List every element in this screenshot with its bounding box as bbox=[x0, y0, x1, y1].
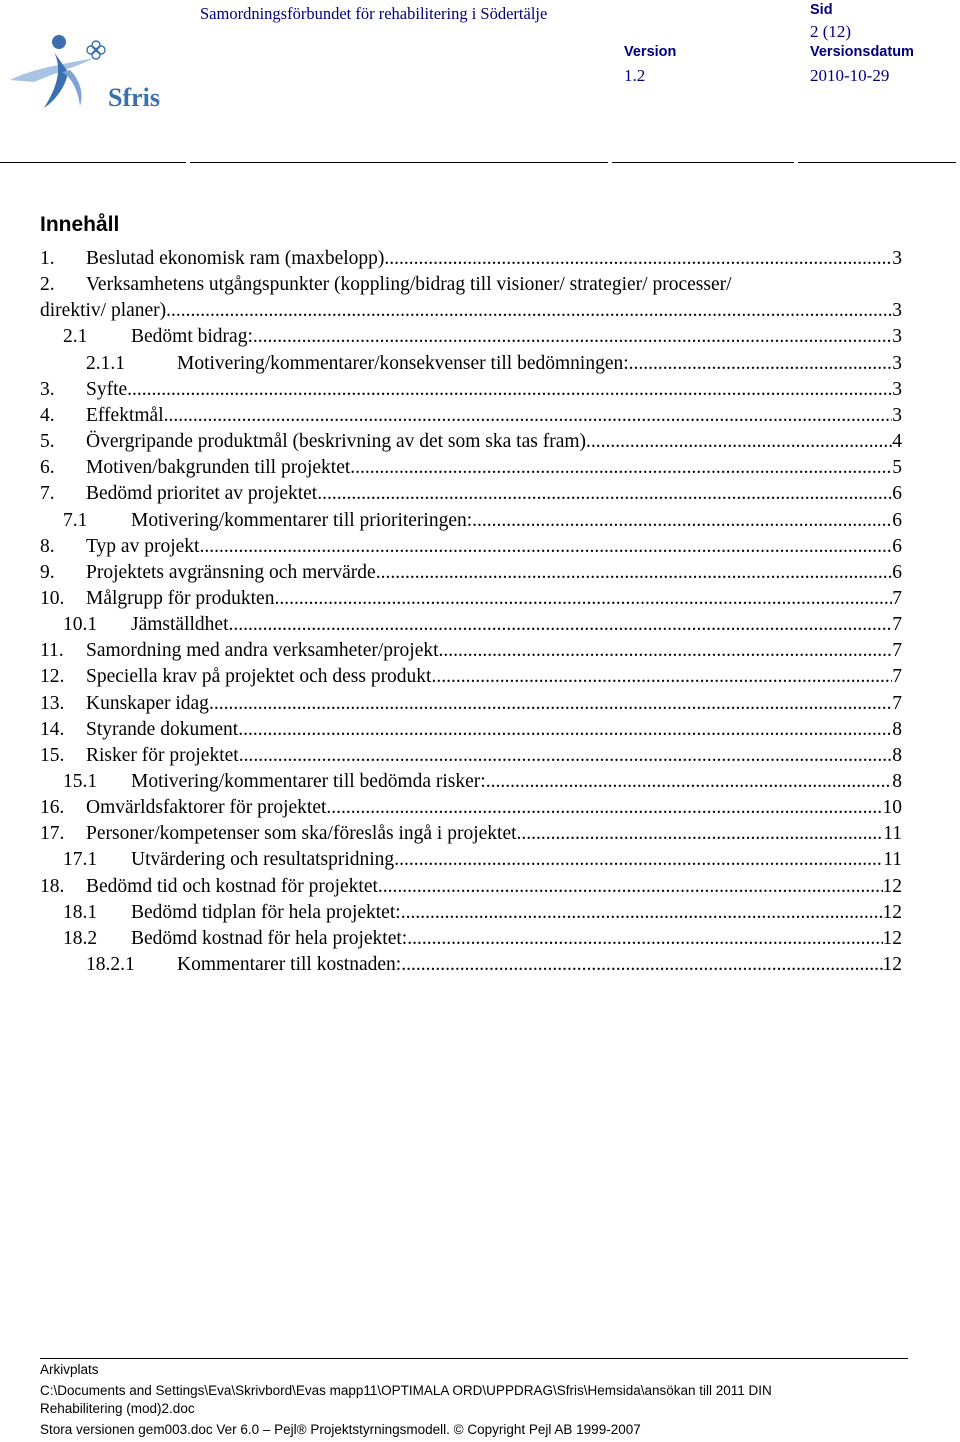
toc-entry[interactable] bbox=[40, 717, 902, 743]
toc-entry[interactable] bbox=[63, 900, 902, 926]
toc-entry[interactable] bbox=[40, 534, 902, 560]
toc-leader-dots bbox=[274, 586, 892, 612]
toc-entry-title: Bedömd tid och kostnad för projektet bbox=[86, 875, 378, 897]
toc-entry-number: 6. bbox=[40, 457, 55, 479]
toc-leader-dots bbox=[209, 691, 892, 717]
copyright-notice: Stora versionen gem003.doc Ver 6.0 – Pejl® Projektstyrningsmodell. © Copyright Pejl AB 1999-2007 bbox=[40, 1422, 641, 1437]
toc-entry[interactable] bbox=[40, 272, 902, 298]
toc-entry-number: 4. bbox=[40, 404, 55, 426]
toc-entry-number: 18.2 bbox=[63, 927, 98, 949]
toc-page-number: 7 bbox=[892, 587, 902, 609]
header-rule bbox=[612, 162, 794, 163]
toc-entry[interactable] bbox=[63, 847, 902, 873]
toc-page-number: 12 bbox=[882, 954, 902, 976]
toc-leader-dots bbox=[629, 351, 893, 377]
toc-entry-number: 15. bbox=[40, 744, 65, 766]
page-number: 2 (12) bbox=[810, 22, 852, 41]
toc-leader-dots bbox=[517, 821, 884, 847]
toc-entry-title: Personer/kompetenser som ska/föreslås ingå i projektet bbox=[86, 823, 517, 845]
toc-page-number: 11 bbox=[883, 823, 902, 845]
toc-leader-dots bbox=[486, 769, 893, 795]
toc-entry[interactable] bbox=[40, 743, 902, 769]
archive-path-continued: Rehabilitering (mod)2.doc bbox=[40, 1401, 195, 1416]
toc-entry-number: 13. bbox=[40, 692, 65, 714]
toc-entry-number: 17. bbox=[40, 823, 65, 845]
toc-page-number: 11 bbox=[883, 849, 902, 871]
toc-entry-number: 2.1 bbox=[63, 326, 88, 348]
sfris-logo bbox=[4, 28, 164, 120]
toc-leader-dots bbox=[407, 926, 882, 952]
toc-entry-title: Effektmål bbox=[86, 404, 164, 426]
toc-entry-number: 5. bbox=[40, 431, 55, 453]
version-date-label: Versionsdatum bbox=[810, 44, 914, 60]
toc-entry-number: 1. bbox=[40, 248, 55, 269]
toc-leader-dots bbox=[350, 455, 892, 481]
toc-entry-number: 18.1 bbox=[63, 901, 98, 923]
toc-page-number: 6 bbox=[892, 535, 902, 557]
toc-leader-dots bbox=[439, 638, 893, 664]
toc-page-number: 6 bbox=[892, 561, 902, 583]
toc-entry-title: Bedömd tidplan för hela projektet: bbox=[131, 901, 401, 923]
toc-title: Innehåll bbox=[40, 213, 120, 236]
toc-page-number: 8 bbox=[892, 744, 902, 766]
toc-page-number: 3 bbox=[892, 378, 902, 400]
toc-entry[interactable] bbox=[40, 455, 902, 481]
toc-leader-dots bbox=[376, 560, 893, 586]
toc-entry-title: Typ av projekt bbox=[86, 535, 200, 557]
toc-leader-dots bbox=[586, 429, 892, 455]
toc-entry-title: Bedömt bidrag: bbox=[131, 326, 253, 348]
toc-leader-dots bbox=[239, 743, 893, 769]
toc-leader-dots bbox=[378, 874, 883, 900]
toc-entry[interactable] bbox=[40, 560, 902, 586]
toc-entry[interactable] bbox=[40, 638, 902, 664]
toc-page-number: 3 bbox=[892, 404, 902, 426]
footer-rule bbox=[40, 1358, 908, 1359]
toc-leader-dots bbox=[326, 795, 882, 821]
toc-entry[interactable] bbox=[63, 926, 902, 952]
toc-leader-dots bbox=[317, 481, 892, 507]
toc-page-number: 3 bbox=[892, 248, 902, 269]
toc-entry[interactable] bbox=[40, 691, 902, 717]
toc-entry-number: 12. bbox=[40, 666, 65, 688]
toc-page-number: 3 bbox=[892, 300, 902, 322]
archive-label: Arkivplats bbox=[40, 1362, 99, 1377]
toc-entry[interactable] bbox=[40, 821, 902, 847]
toc-page-number: 7 bbox=[892, 640, 902, 662]
toc-page-number: 12 bbox=[882, 901, 902, 923]
page-label: Sid bbox=[810, 2, 833, 18]
toc-entry[interactable] bbox=[40, 586, 902, 612]
toc-entry-title: Projektets avgränsning och mervärde bbox=[86, 561, 376, 583]
toc-entry-title: Syfte bbox=[86, 378, 128, 400]
toc-entry-title: Jämställdhet bbox=[131, 614, 229, 636]
toc-page-number: 8 bbox=[892, 771, 902, 792]
toc-entry[interactable] bbox=[40, 429, 902, 455]
toc-entry-title: Övergripande produktmål (beskrivning av det som ska tas fram) bbox=[86, 431, 587, 453]
toc-entry[interactable] bbox=[40, 246, 902, 272]
toc-leader-dots bbox=[253, 324, 892, 350]
toc-page-number: 10 bbox=[882, 797, 902, 819]
toc-entry-number: 17.1 bbox=[63, 849, 98, 871]
toc-page-number: 7 bbox=[892, 666, 902, 688]
archive-path: C:\Documents and Settings\Eva\Skrivbord\Evas mapp11\OPTIMALA ORD\UPPDRAG\Sfris\Hemsida\ansökan till 2011 DIN bbox=[40, 1383, 772, 1398]
toc-entry-title: Beslutad ekonomisk ram (maxbelopp) bbox=[86, 248, 385, 269]
toc-entry-number: 14. bbox=[40, 718, 65, 740]
toc-entry[interactable] bbox=[63, 324, 902, 350]
toc-page-number: 3 bbox=[892, 326, 902, 348]
svg-text:Sfris: Sfris bbox=[108, 83, 160, 112]
header-rule bbox=[190, 162, 608, 163]
toc-page-number: 6 bbox=[892, 509, 902, 531]
toc-leader-dots bbox=[394, 847, 883, 873]
toc-entry-number: 11. bbox=[40, 640, 64, 662]
toc-entry-title: Motivering/kommentarer till prioriteringen: bbox=[131, 509, 473, 531]
toc-page-number: 12 bbox=[882, 927, 902, 949]
toc-leader-dots bbox=[164, 403, 893, 429]
toc-entry-number: 18. bbox=[40, 875, 65, 897]
toc-entry[interactable] bbox=[63, 508, 902, 534]
toc-entry[interactable] bbox=[86, 351, 902, 377]
toc-leader-dots bbox=[228, 612, 892, 638]
toc-page-number: 3 bbox=[892, 352, 902, 374]
toc-entry[interactable] bbox=[40, 403, 902, 429]
toc-entry-title: Bedömd prioritet av projektet bbox=[86, 483, 318, 505]
toc-leader-dots bbox=[401, 900, 883, 926]
toc-leader-dots bbox=[199, 534, 892, 560]
toc-leader-dots bbox=[384, 246, 892, 272]
toc-entry-number: 15.1 bbox=[63, 771, 98, 792]
header-rule bbox=[0, 162, 186, 163]
toc-entry-number: 3. bbox=[40, 378, 55, 400]
toc-leader-dots bbox=[127, 377, 892, 403]
toc-entry-title: Kunskaper idag bbox=[86, 692, 209, 714]
toc-entry-title: Motivering/kommentarer/konsekvenser till bedömningen: bbox=[177, 352, 629, 374]
toc-page-number: 12 bbox=[882, 875, 902, 897]
toc-entry[interactable] bbox=[40, 664, 902, 690]
version-value: 1.2 bbox=[624, 66, 646, 85]
toc-entry-number: 9. bbox=[40, 561, 55, 583]
toc-entry-title: Risker för projektet bbox=[86, 744, 239, 766]
toc-leader-dots bbox=[238, 717, 892, 743]
toc-entry-continuation[interactable] bbox=[40, 298, 902, 324]
toc-entry-number: 16. bbox=[40, 797, 65, 819]
toc-page-number: 8 bbox=[892, 718, 902, 740]
toc-page-number: 5 bbox=[892, 457, 902, 479]
toc-entry[interactable] bbox=[63, 612, 902, 638]
toc-entry-number: 7.1 bbox=[63, 509, 88, 531]
version-date-value: 2010-10-29 bbox=[810, 66, 890, 85]
toc-entry-title: Utvärdering och resultatspridning bbox=[131, 849, 395, 871]
toc-entry[interactable] bbox=[86, 952, 902, 978]
toc-entry-title: Verksamhetens utgångspunkter (koppling/bidrag till visioner/ strategier/ processer/ bbox=[86, 274, 732, 296]
toc-entry-title: Speciella krav på projektet och dess produkt bbox=[86, 666, 432, 688]
toc-leader-dots bbox=[166, 298, 892, 324]
toc-entry-title: Målgrupp för produkten bbox=[86, 587, 275, 609]
toc-entry-title: Motivering/kommentarer till bedömda risker: bbox=[131, 771, 486, 792]
toc-entry[interactable] bbox=[63, 769, 902, 795]
toc-entry-number: 10. bbox=[40, 587, 65, 609]
toc-entry[interactable] bbox=[40, 481, 902, 507]
toc-leader-dots bbox=[401, 952, 882, 978]
toc-entry-number: 2.1.1 bbox=[86, 352, 125, 374]
header-rule bbox=[798, 162, 956, 163]
toc-entry-number: 7. bbox=[40, 483, 55, 505]
toc-entry[interactable] bbox=[40, 795, 902, 821]
toc-entry-title: Styrande dokument bbox=[86, 718, 239, 740]
toc-page-number: 6 bbox=[892, 483, 902, 505]
organization-name: Samordningsförbundet för rehabilitering i Södertälje bbox=[200, 4, 548, 23]
toc-entry-title: Kommentarer till kostnaden: bbox=[177, 954, 402, 976]
toc-leader-dots bbox=[472, 508, 892, 534]
toc-page-number: 4 bbox=[892, 431, 902, 453]
toc-entry-title: Bedömd kostnad för hela projektet: bbox=[131, 927, 408, 949]
toc-entry-number: 18.2.1 bbox=[86, 954, 135, 976]
toc-leader-dots bbox=[431, 664, 892, 690]
toc-page-number: 7 bbox=[892, 614, 902, 636]
toc-entry-title: direktiv/ planer) bbox=[40, 300, 167, 322]
toc-entry[interactable] bbox=[40, 874, 902, 900]
toc-entry-number: 2. bbox=[40, 274, 55, 296]
toc-entry-number: 8. bbox=[40, 535, 55, 557]
version-label: Version bbox=[624, 44, 677, 60]
toc-entry-number: 10.1 bbox=[63, 614, 98, 636]
toc-page-number: 7 bbox=[892, 692, 902, 714]
toc-entry-title: Omvärldsfaktorer för projektet bbox=[86, 797, 327, 819]
toc-entry-title: Motiven/bakgrunden till projektet bbox=[86, 457, 351, 479]
toc-entry[interactable] bbox=[40, 377, 902, 403]
toc-entry-title: Samordning med andra verksamheter/projekt bbox=[86, 640, 439, 662]
